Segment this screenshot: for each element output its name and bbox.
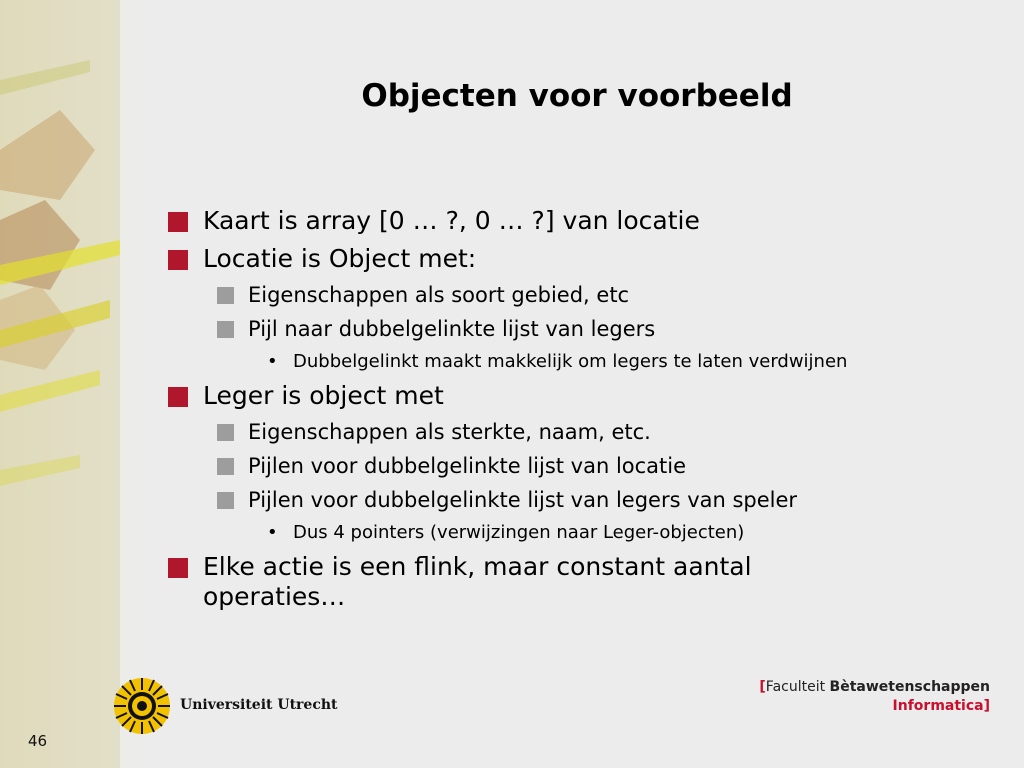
list-item-text: Eigenschappen als soort gebied, etc xyxy=(248,283,630,307)
faculty-name: Bètawetenschappen xyxy=(829,679,990,695)
gray-square-bullet-icon xyxy=(217,492,234,509)
list-item xyxy=(165,521,893,544)
faculty-label xyxy=(759,678,990,716)
faculty-line xyxy=(759,678,990,697)
red-square-bullet-icon xyxy=(168,387,188,407)
list-item xyxy=(165,552,863,612)
list-item xyxy=(165,316,985,342)
red-square-bullet-icon xyxy=(168,558,188,578)
list-item xyxy=(165,244,985,274)
bullet-list xyxy=(165,206,985,620)
list-item-text: Dus 4 pointers (verwijzingen naar Leger-objecten) xyxy=(293,522,745,543)
list-item-text: Kaart is array [0 … ?, 0 … ?] van locatie xyxy=(203,206,700,235)
list-item-text: Eigenschappen als sterkte, naam, etc. xyxy=(248,420,651,444)
gray-square-bullet-icon xyxy=(217,321,234,338)
university-seal-logo xyxy=(112,676,172,736)
list-item xyxy=(165,419,985,445)
gray-square-bullet-icon xyxy=(217,287,234,304)
department-name: Informatica xyxy=(892,698,984,714)
list-item xyxy=(165,206,985,236)
dot-bullet-icon: • xyxy=(267,522,278,543)
bracket-open: [ xyxy=(759,679,766,695)
dot-bullet-icon: • xyxy=(267,351,278,372)
decorative-side-image xyxy=(0,0,170,768)
list-item-text: Dubbelgelinkt maakt makkelijk om legers te laten verdwijnen xyxy=(293,351,848,372)
list-item-text: Leger is object met xyxy=(203,381,444,410)
slide-number: 46 xyxy=(28,732,48,750)
university-name: Universiteit Utrecht xyxy=(180,697,338,713)
list-item-text: Elke actie is een flink, maar constant aantal operaties… xyxy=(203,552,752,611)
slide-title: Objecten voor voorbeeld xyxy=(361,78,793,114)
list-item-text: Locatie is Object met: xyxy=(203,244,477,273)
red-square-bullet-icon xyxy=(168,250,188,270)
gray-square-bullet-icon xyxy=(217,424,234,441)
red-square-bullet-icon xyxy=(168,212,188,232)
list-item xyxy=(165,487,985,513)
list-item-text: Pijl naar dubbelgelinkte lijst van legers xyxy=(248,317,656,341)
gray-square-bullet-icon xyxy=(217,458,234,475)
department-line xyxy=(759,697,990,716)
list-item xyxy=(165,453,985,479)
sun-seal-icon xyxy=(112,676,172,736)
side-photo-graphic xyxy=(0,0,170,768)
list-item-text: Pijlen voor dubbelgelinkte lijst van legers van speler xyxy=(248,488,798,512)
list-item-text: Pijlen voor dubbelgelinkte lijst van locatie xyxy=(248,454,687,478)
list-item xyxy=(165,350,893,373)
bracket-close: ] xyxy=(983,698,990,714)
faculty-prefix: Faculteit xyxy=(765,679,826,695)
list-item xyxy=(165,381,985,411)
list-item xyxy=(165,282,985,308)
